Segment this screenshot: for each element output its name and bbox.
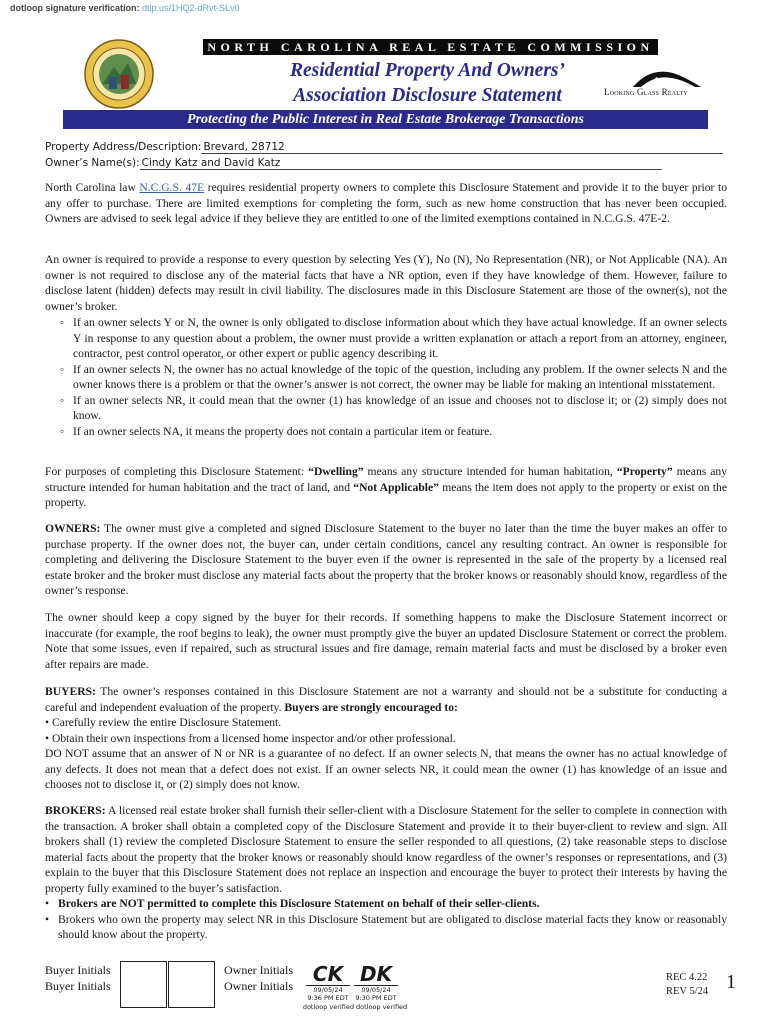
definition-not-applicable: “Not Applicable” [353,480,439,494]
property-address-label: Property Address/Description: [45,141,202,153]
buyers-item: • Carefully review the entire Disclosure Statement. [45,716,282,729]
buyers-encouraged: Buyers are strongly encouraged to: [284,700,458,714]
commission-header-bar: NORTH CAROLINA REAL ESTATE COMMISSION [203,39,658,55]
buyers-text: The owner’s responses contained in this Disclosure Statement are not a warranty and should not be a substitute for conducting a careful and independent evaluation of the property. [45,685,727,714]
verification-label: dotloop signature verification: [10,3,140,13]
buyer-initials-box-2[interactable] [168,961,215,1008]
form-title-line-2: Association Disclosure Statement [293,85,562,106]
signature-initials: CK [312,962,344,986]
owners-name-label: Owner’s Name(s): [45,157,140,169]
buyer-initials-labels [45,962,111,994]
definitions-text: For purposes of completing this Disclosure Statement: [45,465,309,478]
brokers-heading: BROKERS: [45,804,106,817]
dotloop-verified-label: dotloop verified dotloop verified [302,1003,408,1011]
owner-initials-label: Owner Initials [224,963,293,977]
list-item: ◦ If an owner selects NR, it could mean that the owner (1) has knowledge of an issue and chooses not to disclose it; or (2) simply does not know. [57,393,727,424]
buyer-initials-box-1[interactable] [120,961,167,1008]
owner-initials-label: Owner Initials [224,979,293,993]
owners-paragraph [45,521,727,599]
owners-heading: OWNERS: [45,522,101,535]
signature-date: 09/05/24 [354,985,398,994]
property-address-row [45,141,723,154]
nc-real-estate-commission-seal-icon [84,39,154,109]
owner-initials-labels [224,962,293,994]
intro-text-post: requires residential property owners to complete this Disclosure Statement and provide it to the buyer prior to any offer to purchase. There are limited exemptions for completing the form, such as new home construction that has never been occupied. Owners are advised to seek legal advice if they believe they are entitled to one of the limited exemptions contained in N.C.G.S. 47E-2. [45,181,727,225]
buyers-paragraph [45,684,727,793]
list-item: ◦ If an owner selects NA, it means the property does not contain a particular item or feature. [57,424,727,440]
tagline-banner: Protecting the Public Interest in Real Estate Brokerage Transactions [63,110,708,129]
buyer-initials-label: Buyer Initials [45,963,111,977]
list-item: ◦ If an owner selects N, the owner has no actual knowledge of the topic of the question, including any problem. If the owner selects N and the owner knows there is a problem or that the owner’s answer is not correct, the owner may be liable for making an intentional misstatement. [57,362,727,393]
definition-dwelling: “Dwelling” [308,465,364,478]
brokers-list [45,896,727,943]
page-number: 1 [726,971,736,993]
intro-paragraph [45,180,727,227]
brokers-text: A licensed real estate broker shall furnish their seller-client with a Disclosure Statement for the seller to complete in connection with the transaction. A broker shall obtain a completed copy of the Disclosure Statement and provide it to their buyer-client to review and sign. All brokers shall (1) review the completed Disclosure Statement to ensure the seller responded to all questions, (2) take reasonable steps to disclose material facts about the property that the broker knows or reasonably should know regardless of the owner’s responses or representations, and (3) explain to the buyer that this Disclosure Statement does not replace an inspection and encourage the buyer to protect their interests by having the property fully examined to the buyer’s satisfaction. [45,804,727,895]
definition-property: “Property” [616,465,673,478]
buyers-heading: BUYERS: [45,685,96,698]
list-item [45,896,727,912]
owner-copy-paragraph: The owner should keep a copy signed by the buyer for their records. If something happens to make the Disclosure Statement incorrect or inaccurate (for example, the roof begins to leak), the owner must promptly give the buyer an updated Disclosure Statement or correct the problem. Note that some issues, even if repaired, such as structural issues and fire damage, remain material facts and must be disclosed by a broker even after repairs are made. [45,611,727,671]
brokerage-logo-text: Looking Glass Realty [604,87,688,97]
definitions-text: means the item does not apply to the property or exist on the property. [45,480,727,509]
owners-name-field[interactable]: Cindy Katz and David Katz [140,157,662,170]
owners-text: The owner must give a completed and signed Disclosure Statement to the buyer no later than the time the buyer makes an offer to purchase property. If the owner does not, the buyer can, under certain conditions, cancel any resulting contract. An owner is responsible for completing and delivering the Disclosure Statement to the buyer even if the owner is represented in the sale of the property by a licensed real estate broker and the broker must disclose any material facts about the property that the broker knows or reasonably should know, regardless of the owner’s response. [45,522,727,597]
signature-time: 9:30 PM EDT [355,994,397,1002]
intro-text-pre: North Carolina law [45,181,140,194]
owners-name-row [45,157,662,170]
looking-glass-realty-logo-icon [605,63,715,103]
list-item: ◦ If an owner selects Y or N, the owner is only obligated to disclose information about which they have actual knowledge. If an owner selects Y in response to any question about a problem, the owner must provide a written explanation or attach a report from an attorney, engineer, contractor, pest control operator, or other expert or public agency describing it. [57,315,727,362]
response-options-list [57,315,727,439]
buyer-initials-label: Buyer Initials [45,979,111,993]
definitions-paragraph [45,464,727,511]
ncgs-47e-link[interactable]: N.C.G.S. 47E [139,181,205,194]
buyers-item: • Obtain their own inspections from a licensed home inspector and/or other professional. [45,731,456,745]
revision-line: REV 5/24 [666,986,709,997]
signature-date: 09/05/24 [306,985,350,994]
dotloop-verification [10,3,240,13]
revision-line: REC 4.22 [666,972,708,983]
signature-initials: DK [359,962,393,986]
buyers-warning: DO NOT assume that an answer of N or NR is a guarantee of no defect. If an owner selects N, that means the owner has no actual knowledge of any defects. It does not mean that a defect does not exist. If an owner selects NR, it could mean the owner (1) has knowledge of an issue and chooses not to disclose it, or (2) simply does not know. [45,747,727,791]
broker-bullet-bold: Brokers are NOT permitted to complete this Disclosure Statement on behalf of their seller-clients. [58,897,540,910]
definitions-text: means any structure intended for human habitation and the tract of land, and [45,465,728,494]
revision-info [666,971,708,999]
form-title-line-1: Residential Property And Owners’ [290,60,565,81]
response-requirements-paragraph: An owner is required to provide a response to every question by selecting Yes (Y), No (N), No Representation (NR), or Not Applicable (NA). An owner is not required to disclose any of the material facts that have a NR option, even if they have knowledge of them. However, failure to disclose latent (hidden) defects may result in civil liability. The disclosures made in this Disclosure Statement are those of the owner(s), not the owner’s broker. [45,253,727,313]
definitions-text: means any structure intended for human habitation, [363,465,617,478]
list-item: • Brokers who own the property may select NR in this Disclosure Statement but are obligated to disclose material facts they know or reasonably should know about the property. [45,912,727,943]
verification-link[interactable]: dtlp.us/1HQ2-dRvt-SLv0 [142,3,240,13]
brokers-paragraph [45,803,727,896]
property-address-field[interactable]: Brevard, 28712 [201,141,723,154]
signature-time: 9:36 PM EDT [307,994,349,1002]
